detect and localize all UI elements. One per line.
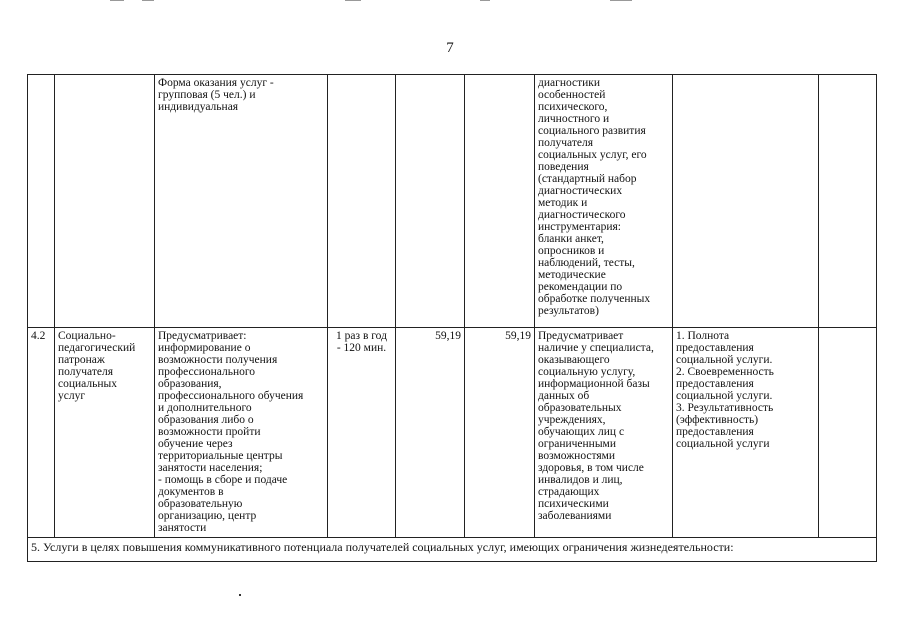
table-row-4-2 [28,328,877,538]
cell-service-description: Предусматривает: информирование о возможности получения профессионального образования, профессионального обучения и дополнительного образования либо о возможности пройти обучение через территориальные центры занятости населения; - помощь в сборе и подаче документов в образовательную организацию, центр занятости [155,328,328,538]
cell-frequency-empty [328,75,396,328]
cell-service-name: Социально- педагогический патронаж получателя социальных услуг [55,328,155,538]
scan-dot [239,594,241,596]
scan-edge-marks [0,0,905,4]
cell-form-of-service: Форма оказания услуг - групповая (5 чел.) и индивидуальная [155,75,328,328]
table-row-section-5 [28,538,877,562]
section-5-heading: 5. Услуги в целях повышения коммуникативного потенциала получателей социальных услуг, имеющих ограничения жизнедеятельности: [28,538,877,562]
cell-quality-indicators: 1. Полнота предоставления социальной услуги. 2. Своевременность предоставления социальной услуги. 3. Результативность (эффективность) предоставления социальной услуги [673,328,819,538]
cell-frequency: 1 раз в год - 120 мин. [328,328,396,538]
page-number: 7 [446,40,454,56]
table-row-continuation [28,75,877,328]
cell-tariff1-empty [396,75,465,328]
cell-name-empty [55,75,155,328]
cell-tariff-2: 59,19 [465,328,535,538]
cell-quality-empty [673,75,819,328]
cell-conditions: Предусматривает наличие у специалиста, оказывающего социальную услугу, информационной базы данных об образовательных учреждениях, обучающих лиц с ограниченными возможностями здоровья, в том числе инвалидов и лиц, страдающих психическими заболеваниями [535,328,673,538]
cell-number-empty [28,75,55,328]
cell-row-number: 4.2 [28,328,55,538]
cell-last-empty [819,328,877,538]
cell-tariff2-empty [465,75,535,328]
cell-conditions-continued: диагностики особенностей психического, личностного и социального развития получателя социальных услуг, его поведения (стандартный набор диагностических методик и диагностического инструментария: бланки анкет, опросников и наблюдений, тесты, методические рекомендации по обработке полученных результатов) [535,75,673,328]
cell-tariff-1: 59,19 [396,328,465,538]
cell-last-empty [819,75,877,328]
services-table [27,74,877,562]
